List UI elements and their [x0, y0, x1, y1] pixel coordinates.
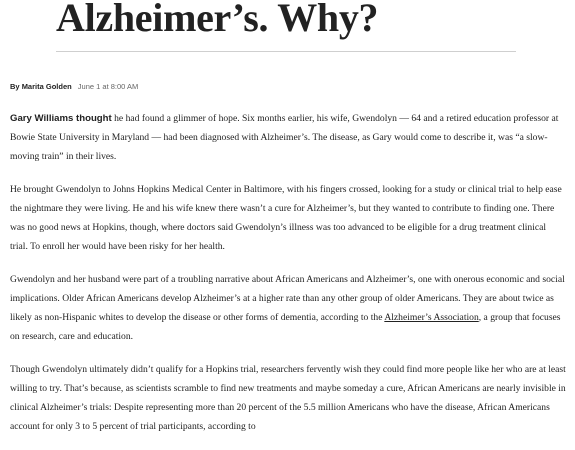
paragraph-3: [10, 270, 566, 346]
paragraph-4: [10, 360, 566, 436]
paragraph-2-text: He brought Gwendolyn to Johns Hopkins Medical Center in Baltimore, with his fingers crossed, looking for a study or clinical trial to help ease the nightmare they were living. He and his wife knew there wasn’t a cure for Alzheimer’s, but they wanted to contribute to finding one. There was no good news at Hopkins, though, where doctors said Gwendolyn’s illness was too advanced to be eligible for a drug treatment clinical trial. To enroll her would have been risky for her health.: [10, 184, 562, 252]
paragraph-1-text: he had found a glimmer of hope. Six months earlier, his wife, Gwendolyn — 64 and a retired education professor at Bowie State University in Maryland — had been diagnosed with Alzheimer’s. The disease, as Gary would come to describe it, was “a slow-moving train” in their lives.: [10, 113, 559, 162]
headline-divider: [56, 51, 516, 52]
article-body: [10, 109, 566, 450]
paragraph-3-text-before: Gwendolyn and her husband were part of a troubling narrative about African Americans and Alzheimer’s, one with onerous economic and social implications. Older African Americans develop Alzheimer’s at a higher rate than any other group of older Americans. They are about twice as likely as non-Hispanic whites to develop the disease or other forms of dementia, according to the: [10, 274, 565, 323]
lead-in: Gary Williams thought: [10, 113, 112, 124]
paragraph-1: [10, 109, 566, 166]
paragraph-3-text-after: , a group that focuses on research, care and education.: [10, 312, 561, 342]
paragraph-2: [10, 180, 566, 256]
byline-prefix: By: [10, 82, 20, 91]
article-headline: Alzheimer’s. Why?: [56, 0, 379, 40]
byline: [10, 82, 138, 92]
paragraph-4-text: Though Gwendolyn ultimately didn’t qualify for a Hopkins trial, researchers fervently wish they could find more people like her who are at least willing to try. That’s because, as scientists scramble to find new treatments and maybe someday a cure, African Americans are nearly invisible in clinical Alzheimer’s trials: Despite representing more than 20 percent of the 5.5 million Americans who have the disease, African Americans account for only 3 to 5 percent of trial participants, according to: [10, 364, 566, 432]
alzheimers-association-link[interactable]: Alzheimer’s Association: [384, 312, 479, 323]
byline-author[interactable]: Marita Golden: [21, 82, 72, 91]
byline-date: June 1 at 8:00 AM: [77, 82, 139, 91]
